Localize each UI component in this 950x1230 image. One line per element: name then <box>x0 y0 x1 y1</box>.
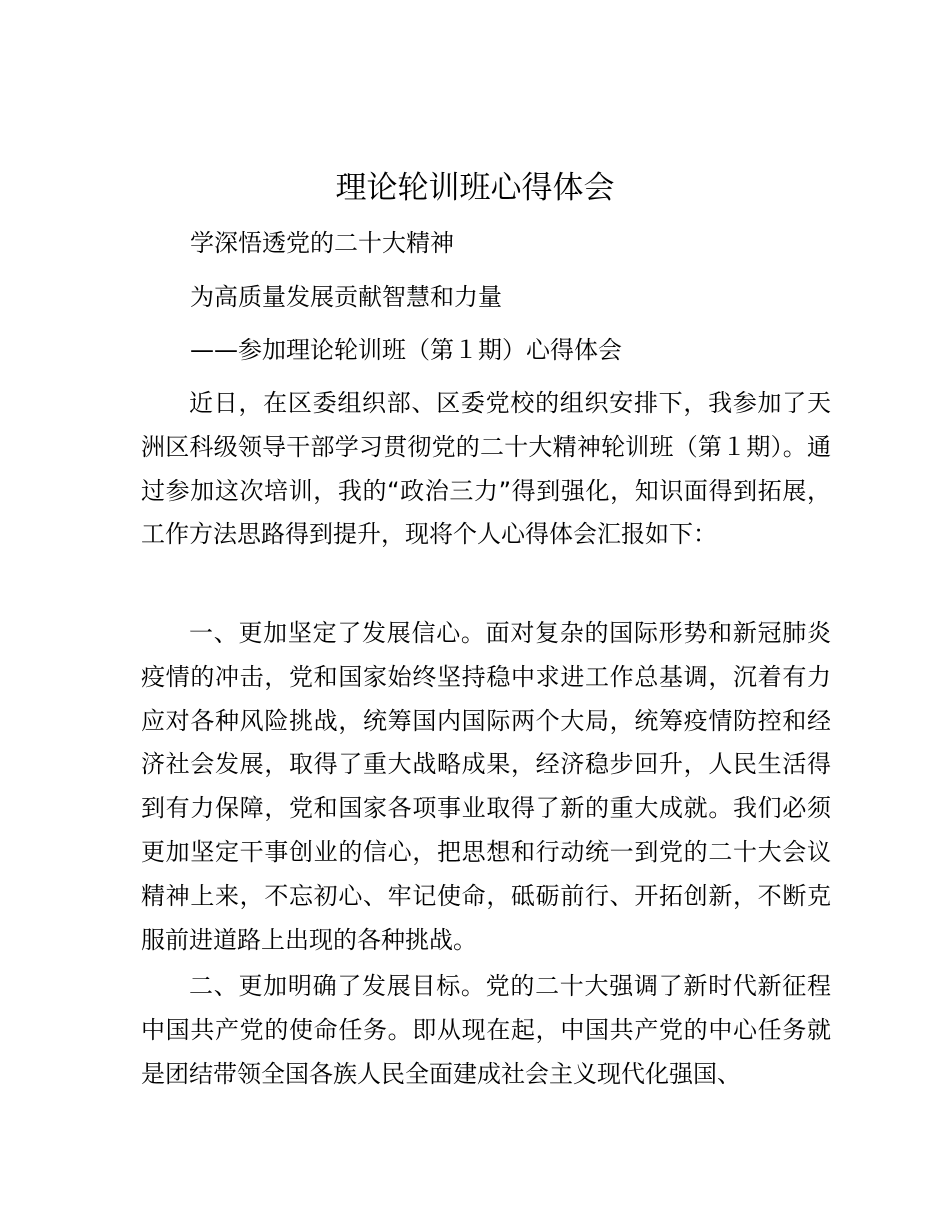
subtitle-line-2: 为高质量发展贡献智慧和力量 <box>190 283 502 311</box>
paragraph-intro: 近日，在区委组织部、区委党校的组织安排下，我参加了天洲区科级领导干部学习贯彻党的二十大精神轮训班（第１期）。通过参加这次培训，我的“政治三力”得到强化，知识面得到拓展，工作方法思路得到提升，现将个人心得体会汇报如下： <box>141 389 831 549</box>
subtitle-line-1: 学深悟透党的二十大精神 <box>190 229 454 257</box>
document-title: 理论轮训班心得体会 <box>335 170 615 206</box>
paragraph-section-1: 一、更加坚定了发展信心。面对复杂的国际形势和新冠肺炎疫情的冲击，党和国家始终坚持稳中求进工作总基调，沉着有力应对各种风险挑战，统筹国内国际两个大局，统筹疫情防控和经济社会发展，取得了重大战略成果，经济稳步回升，人民生活得到有力保障，党和国家各项事业取得了新的重大成就。我们必须更加坚定干事创业的信心，把思想和行动统一到党的二十大会议精神上来，不忘初心、牢记使命，砥砺前行、开拓创新，不断克服前进道路上出现的各种挑战。 <box>141 619 831 954</box>
paragraph-section-2: 二、更加明确了发展目标。党的二十大强调了新时代新征程中国共产党的使命任务。即从现在起，中国共产党的中心任务就是团结带领全国各族人民全面建成社会主义现代化强国、 <box>141 972 831 1088</box>
subtitle-line-3: ——参加理论轮训班（第１期）心得体会 <box>190 336 622 364</box>
